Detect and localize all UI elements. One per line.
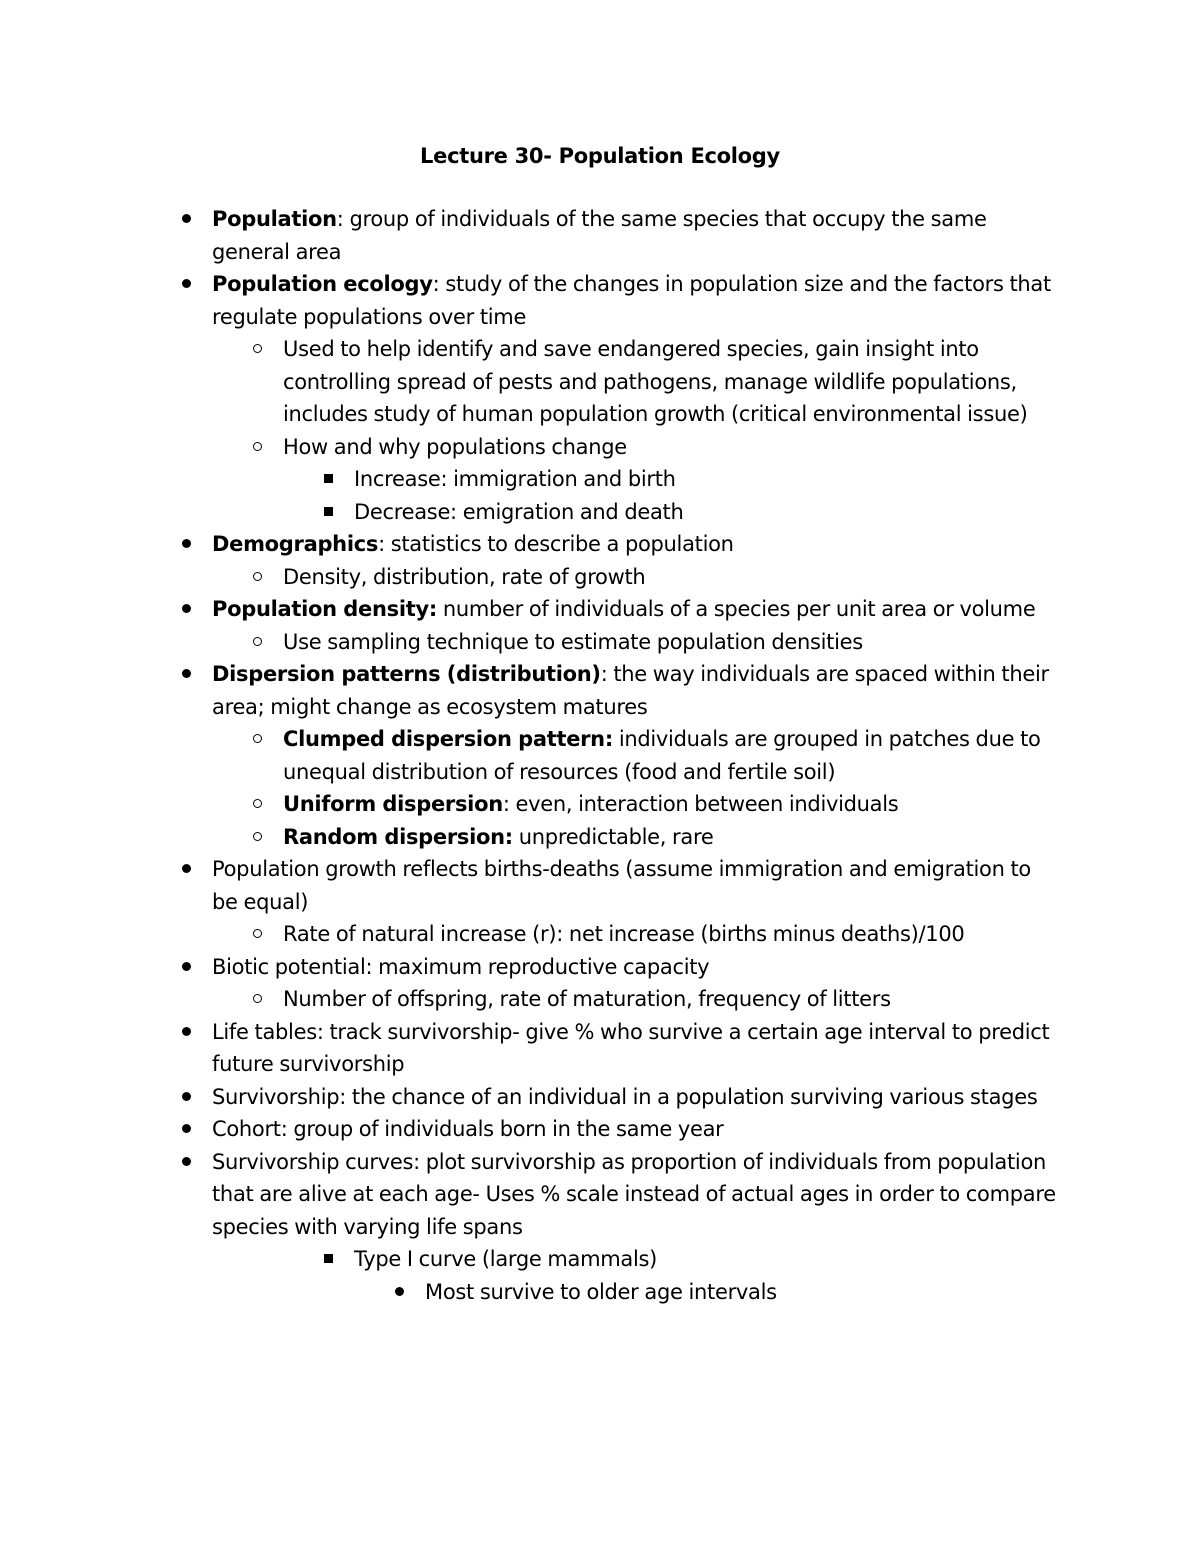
list-item [283, 561, 1063, 594]
square-bullet-icon [316, 463, 340, 496]
item-text: Most survive to older age intervals [425, 1279, 777, 1304]
term-label: Demographics [212, 532, 379, 556]
list-item [212, 853, 1062, 918]
term-label: Population density: [212, 597, 437, 621]
list-item [212, 528, 1062, 561]
list-item [354, 463, 1054, 496]
item-text: Life tables: track survivorship- give % who survive a certain age interval to predict future survivorship [212, 1019, 1050, 1076]
item-text: Type I curve (large mammals) [354, 1247, 658, 1271]
filled-dot-bullet-icon [174, 853, 198, 886]
item-text: Rate of natural increase (r): net increase (births minus deaths)/100 [283, 922, 965, 946]
item-text: Number of offspring, rate of maturation, frequency of litters [283, 987, 891, 1011]
item-text: Used to help identify and save endangered species, gain insight into controlling spread of pests and pathogens, manage wildlife populations, includes study of human population growth (critical environmental issue) [283, 337, 1028, 426]
list-item [283, 983, 1063, 1016]
item-text: unpredictable, rare [512, 824, 714, 849]
square-bullet-icon [316, 496, 340, 529]
hollow-circle-bullet-icon [245, 626, 269, 659]
item-text: How and why populations change [283, 434, 627, 459]
list-item [212, 1016, 1062, 1081]
filled-dot-bullet-icon [174, 1113, 198, 1146]
item-text: : statistics to describe a population [378, 532, 734, 556]
filled-dot-bullet-icon [174, 1146, 198, 1179]
item-text: Survivorship: the chance of an individual in a population surviving various stages [212, 1084, 1038, 1109]
list-item [212, 658, 1062, 723]
hollow-circle-bullet-icon [245, 983, 269, 1016]
item-text: : even, interaction between individuals [502, 792, 899, 816]
hollow-circle-bullet-icon [245, 561, 269, 594]
list-item [425, 1276, 1065, 1309]
item-text: number of individuals of a species per unit area or volume [436, 597, 1036, 621]
filled-dot-bullet-icon [174, 658, 198, 691]
item-text: Increase: immigration and birth [354, 467, 676, 491]
hollow-circle-bullet-icon [245, 723, 269, 756]
list-item [212, 951, 1062, 984]
filled-dot-bullet-icon [174, 1081, 198, 1114]
item-text: : the way individuals are spaced within their area; might change as ecosystem matures [212, 662, 1049, 719]
list-item [283, 626, 1063, 659]
filled-dot-bullet-icon [174, 203, 198, 236]
item-text: Decrease: emigration and death [354, 499, 684, 524]
item-text: Use sampling technique to estimate population densities [283, 629, 863, 654]
term-label: Dispersion patterns (distribution) [212, 662, 601, 686]
hollow-circle-bullet-icon [245, 333, 269, 366]
list-item [354, 1243, 1054, 1276]
list-item [212, 203, 1062, 268]
term-label: Population [212, 207, 337, 231]
item-text: : study of the changes in population size and the factors that regulate populations over time [212, 272, 1051, 329]
lecture-notes-list [0, 203, 1200, 1308]
list-item [283, 431, 1063, 464]
list-item [283, 918, 1063, 951]
hollow-circle-bullet-icon [245, 788, 269, 821]
list-item [212, 268, 1062, 333]
filled-dot-bullet-icon [174, 528, 198, 561]
term-label: Uniform dispersion [283, 792, 503, 816]
hollow-circle-bullet-icon [245, 918, 269, 951]
item-text: Biotic potential: maximum reproductive capacity [212, 954, 710, 979]
list-item [283, 821, 1063, 854]
filled-dot-bullet-icon [174, 951, 198, 984]
item-text: : group of individuals of the same species that occupy the same general area [212, 207, 987, 264]
hollow-circle-bullet-icon [245, 431, 269, 464]
list-item [212, 1081, 1062, 1114]
item-text: Survivorship curves: plot survivorship as proportion of individuals from population that are alive at each age- Uses % scale instead of actual ages in order to compare species with varying life spans [212, 1149, 1056, 1239]
filled-dot-bullet-icon [174, 1016, 198, 1049]
list-item [283, 788, 1063, 821]
list-item [212, 1113, 1062, 1146]
square-bullet-icon [316, 1243, 340, 1276]
filled-dot-bullet-icon [387, 1276, 411, 1309]
item-text: individuals are grouped in patches due to unequal distribution of resources (food and fertile soil) [283, 727, 1041, 784]
list-item [283, 333, 1063, 431]
list-item [212, 1146, 1062, 1244]
filled-dot-bullet-icon [174, 593, 198, 626]
term-label: Clumped dispersion pattern: [283, 727, 613, 751]
filled-dot-bullet-icon [174, 268, 198, 301]
item-text: Cohort: group of individuals born in the same year [212, 1117, 724, 1141]
list-item [354, 496, 1054, 529]
page-title: Lecture 30- Population Ecology [420, 144, 780, 168]
list-item [212, 593, 1062, 626]
term-label: Random dispersion: [283, 824, 513, 849]
list-item [283, 723, 1063, 788]
item-text: Population growth reflects births-deaths (assume immigration and emigration to be equal) [212, 857, 1031, 914]
item-text: Density, distribution, rate of growth [283, 564, 646, 589]
hollow-circle-bullet-icon [245, 821, 269, 854]
term-label: Population ecology [212, 272, 433, 296]
